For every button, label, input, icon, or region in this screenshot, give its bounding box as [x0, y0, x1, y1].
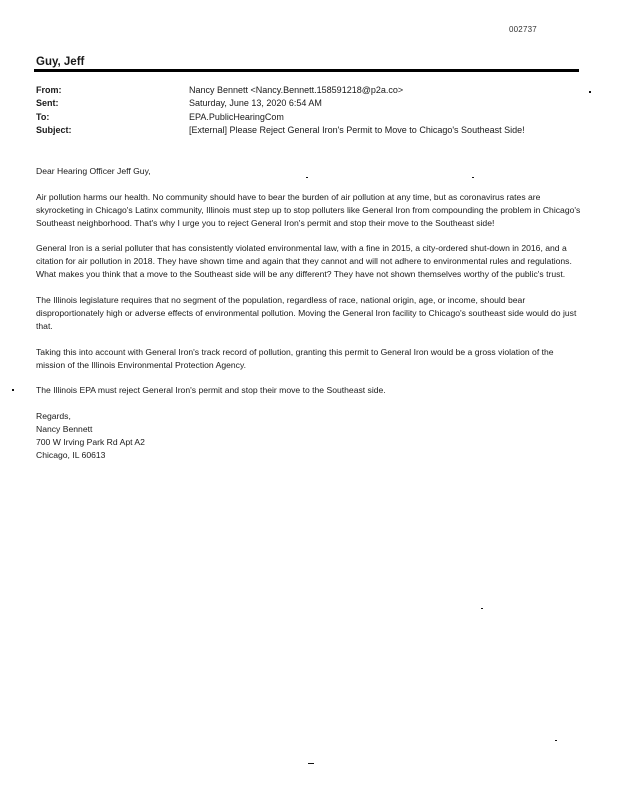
scan-speck — [306, 177, 308, 178]
mailbox-owner-name: Guy, Jeff — [36, 56, 85, 68]
body-paragraph: The Illinois legislature requires that no segment of the population, regardless of race, national origin, age, or income, should bear disproportionately high or adverse effects of environmental pollution. Moving the General Iron facility to Chicago's southeast side would do just that. — [36, 295, 577, 331]
subject-row — [36, 124, 596, 137]
signature-address-line1: 700 W Irving Park Rd Apt A2 — [36, 436, 145, 447]
body-paragraph: Taking this into account with General Iron's track record of pollution, granting this permit to General Iron would be a gross violation of the mission of the Illinois Environmental Protection Agency. — [36, 346, 554, 370]
scan-speck — [589, 91, 591, 93]
scan-speck — [308, 763, 314, 764]
sent-row — [36, 97, 596, 110]
from-label: From: — [36, 85, 62, 95]
page-number: 002737 — [509, 25, 537, 34]
body-paragraph: Air pollution harms our health. No community should have to bear the burden of air pollution at any time, but as coronavirus rates are skyrocketing in Chicago's Latinx community, Illinois must step up to stop polluters like General Iron from compounding the problem in Chicago's Southeast neighborhood. That's why I urge you to reject General Iron's permit and stop their move to the Southeast side! — [36, 191, 581, 228]
signature-address-line2: Chicago, IL 60613 — [36, 449, 106, 460]
header-divider — [34, 69, 579, 72]
body-paragraph: The Illinois EPA must reject General Iron's permit and stop their move to the Southeast side. — [36, 385, 386, 396]
email-body — [36, 165, 581, 462]
from-value: Nancy Bennett <Nancy.Bennett.158591218@p2a.co> — [189, 85, 404, 95]
body-paragraph: General Iron is a serial polluter that has consistently violated environmental law, with a fine in 2015, a city-ordered shut-down in 2016, and a citation for air pollution in 2018. They have shown time and again that they cannot and will not adhere to environmental rules and regulations. What makes you think that a move to the Southeast side will be any different? They have not shown themselves worthy of the public's trust. — [36, 243, 572, 280]
scan-speck — [481, 608, 483, 609]
scan-speck — [472, 177, 474, 178]
sent-value: Saturday, June 13, 2020 6:54 AM — [189, 98, 322, 109]
scan-speck — [12, 389, 14, 391]
to-label: To: — [36, 111, 50, 122]
subject-label: Subject: — [36, 124, 72, 135]
greeting: Dear Hearing Officer Jeff Guy, — [36, 166, 151, 176]
signature-block — [36, 410, 581, 462]
closing: Regards, — [36, 411, 71, 422]
email-header — [36, 84, 596, 137]
from-row — [36, 84, 596, 97]
signature-name: Nancy Bennett — [36, 424, 93, 435]
sent-label: Sent: — [36, 98, 59, 109]
subject-value: [External] Please Reject General Iron's Permit to Move to Chicago's Southeast Side! — [189, 124, 525, 135]
to-value: EPA.PublicHearingCom — [189, 111, 284, 122]
scan-speck — [555, 740, 557, 741]
to-row — [36, 111, 596, 124]
